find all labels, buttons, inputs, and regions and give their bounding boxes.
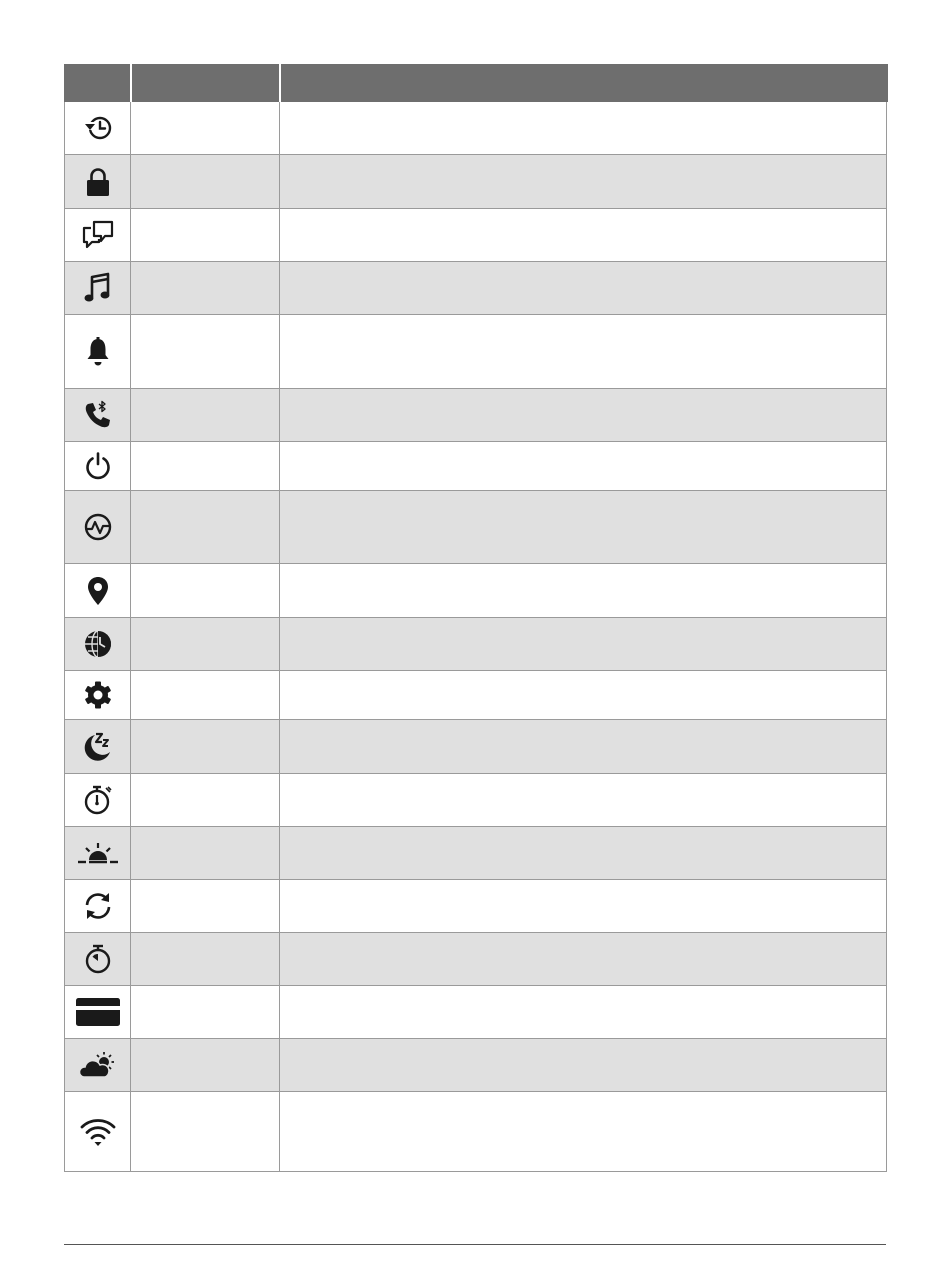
table-cell-name [131, 720, 280, 774]
table-cell-description [280, 102, 887, 155]
table-cell-description [280, 933, 887, 986]
table-row [65, 933, 887, 986]
table-cell-description [280, 155, 887, 209]
table-row [65, 774, 887, 827]
table-cell-description [280, 491, 887, 564]
table-cell-description [280, 880, 887, 933]
table-cell-name [131, 209, 280, 262]
table-row [65, 827, 887, 880]
table-row [65, 262, 887, 315]
table-cell-name [131, 1092, 280, 1172]
table-row [65, 442, 887, 491]
table-cell-name [131, 1039, 280, 1092]
bluetooth-phone-icon [65, 389, 131, 442]
stopwatch-icon [65, 774, 131, 827]
table-cell-description [280, 389, 887, 442]
table-cell-description [280, 262, 887, 315]
table-cell-name [131, 827, 280, 880]
table-cell-description [280, 564, 887, 618]
header-name-column [131, 65, 280, 102]
table-cell-description [280, 720, 887, 774]
sleep-moon-icon [65, 720, 131, 774]
table-cell-description [280, 1039, 887, 1092]
table-cell-name [131, 155, 280, 209]
table-cell-description [280, 618, 887, 671]
table-cell-description [280, 671, 887, 720]
table-row [65, 618, 887, 671]
table-cell-description [280, 209, 887, 262]
table-cell-description [280, 315, 887, 389]
table-row [65, 720, 887, 774]
table-cell-name [131, 491, 280, 564]
lock-icon [65, 155, 131, 209]
gear-icon [65, 671, 131, 720]
table-row [65, 491, 887, 564]
table-cell-name [131, 389, 280, 442]
table-cell-name [131, 986, 280, 1039]
table-cell-name [131, 564, 280, 618]
table-cell-description [280, 827, 887, 880]
table-cell-name [131, 262, 280, 315]
table-row [65, 564, 887, 618]
table-row [65, 389, 887, 442]
location-pin-icon [65, 564, 131, 618]
power-icon [65, 442, 131, 491]
world-clock-icon [65, 618, 131, 671]
chat-bubbles-icon [65, 209, 131, 262]
table-row [65, 1092, 887, 1172]
table-cell-name [131, 442, 280, 491]
table-row [65, 986, 887, 1039]
table-row [65, 671, 887, 720]
table-row [65, 209, 887, 262]
table-cell-description [280, 986, 887, 1039]
header-icon-column [65, 65, 131, 102]
wallet-card-icon [65, 986, 131, 1039]
table-cell-description [280, 774, 887, 827]
table-cell-name [131, 880, 280, 933]
music-note-icon [65, 262, 131, 315]
bell-icon [65, 315, 131, 389]
table-row [65, 1039, 887, 1092]
weather-icon [65, 1039, 131, 1092]
table-cell-name [131, 315, 280, 389]
header-description-column [280, 65, 887, 102]
table-cell-name [131, 618, 280, 671]
footer-divider [64, 1244, 886, 1245]
table-row [65, 315, 887, 389]
table-cell-name [131, 671, 280, 720]
table-cell-description [280, 442, 887, 491]
pulse-ox-icon [65, 491, 131, 564]
wifi-icon [65, 1092, 131, 1172]
table-row [65, 155, 887, 209]
timer-icon [65, 933, 131, 986]
table-cell-name [131, 102, 280, 155]
sunrise-sunset-icon [65, 827, 131, 880]
table-row [65, 880, 887, 933]
table-cell-name [131, 774, 280, 827]
icon-legend-table [64, 64, 888, 1172]
table-cell-description [280, 1092, 887, 1172]
history-clock-icon [65, 102, 131, 155]
table-header-row [65, 65, 887, 102]
sync-icon [65, 880, 131, 933]
table-row [65, 102, 887, 155]
table-cell-name [131, 933, 280, 986]
